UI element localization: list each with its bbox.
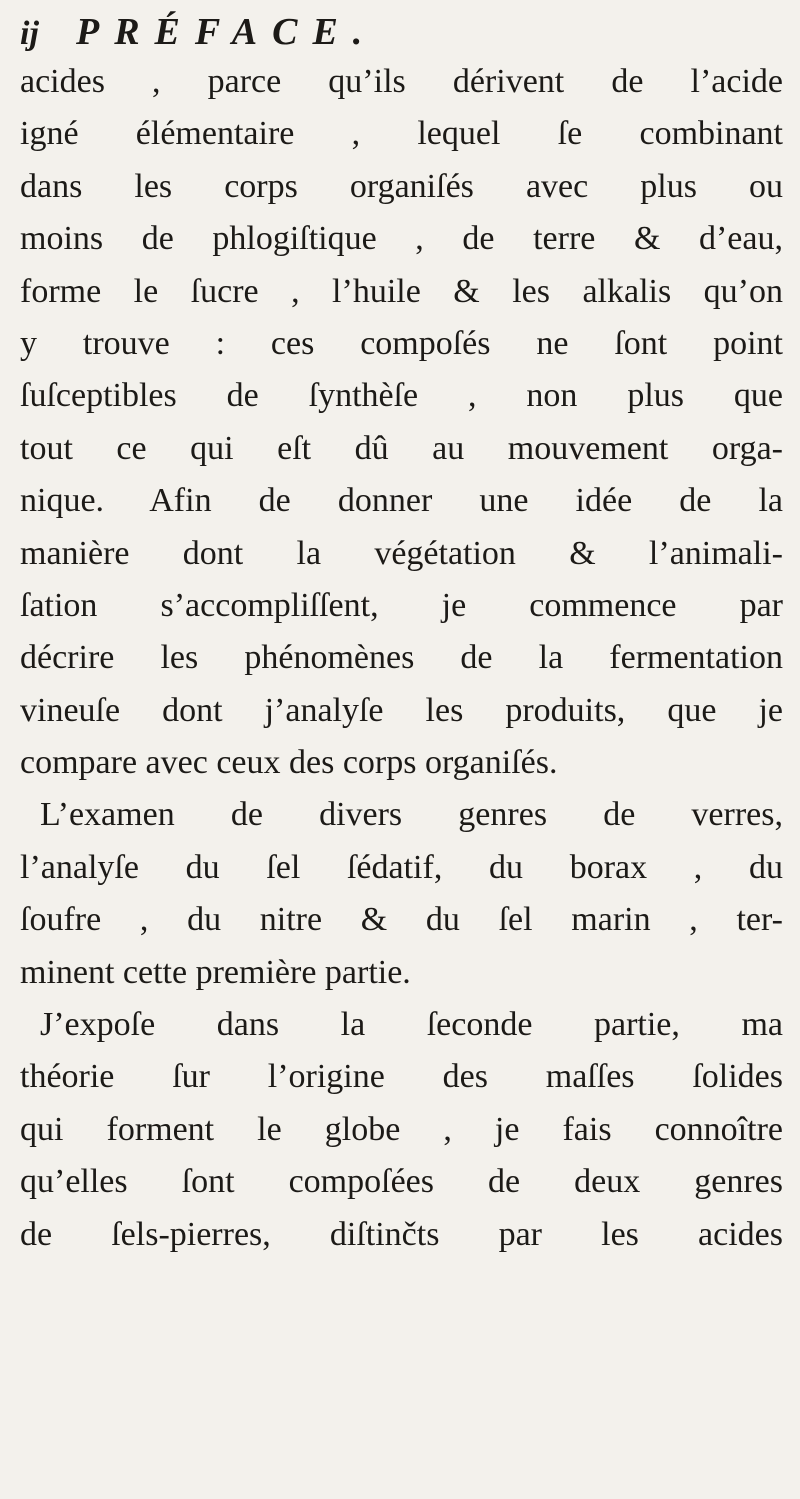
page-number: ij (20, 15, 39, 52)
text-line: vineuſe dont j’analyſe les produits, que je (20, 691, 783, 729)
text-line: théorie ſur l’origine des maſſes ſolides (20, 1058, 783, 1096)
text-line: qu’elles ſont compoſées de deux genres (20, 1163, 783, 1201)
text-line: L’examen de divers genres de verres, (40, 796, 783, 834)
page-header (20, 10, 780, 60)
text-line: moins de phlogiſtique , de terre & d’eau, (20, 220, 783, 258)
text-line: manière dont la végétation & l’animali- (20, 534, 783, 572)
text-line: qui forment le globe , je fais connoître (20, 1110, 783, 1148)
text-line: ſoufre , du nitre & du ſel marin , ter- (20, 901, 783, 939)
text-line: forme le ſucre , l’huile & les alkalis qu’on (20, 272, 783, 310)
text-line: compare avec ceux des corps organiſés. (20, 744, 558, 782)
text-line: y trouve : ces compoſés ne ſont point (20, 324, 783, 362)
text-line: J’expoſe dans la ſeconde partie, ma (40, 1006, 783, 1044)
text-line: de ſels-pierres, diſtinčts par les acides (20, 1215, 783, 1253)
body-text (20, 56, 783, 1261)
text-line: ſuſceptibles de ſynthèſe , non plus que (20, 377, 783, 415)
text-line: minent cette première partie. (20, 953, 411, 991)
text-line: igné élémentaire , lequel ſe combinant (20, 115, 783, 153)
text-line: dans les corps organiſés avec plus ou (20, 167, 783, 205)
text-line: l’analyſe du ſel ſédatif, du borax , du (20, 848, 783, 886)
text-line: acides , parce qu’ils dérivent de l’acide (20, 63, 783, 100)
text-line: nique. Afin de donner une idée de la (20, 482, 783, 520)
running-title: PRÉFACE. (76, 11, 378, 53)
text-line: décrire les phénomènes de la fermentation (20, 639, 783, 677)
text-line: ſation s’accompliſſent, je commence par (20, 586, 783, 624)
text-line: tout ce qui eſt dû au mouvement orga- (20, 429, 783, 467)
